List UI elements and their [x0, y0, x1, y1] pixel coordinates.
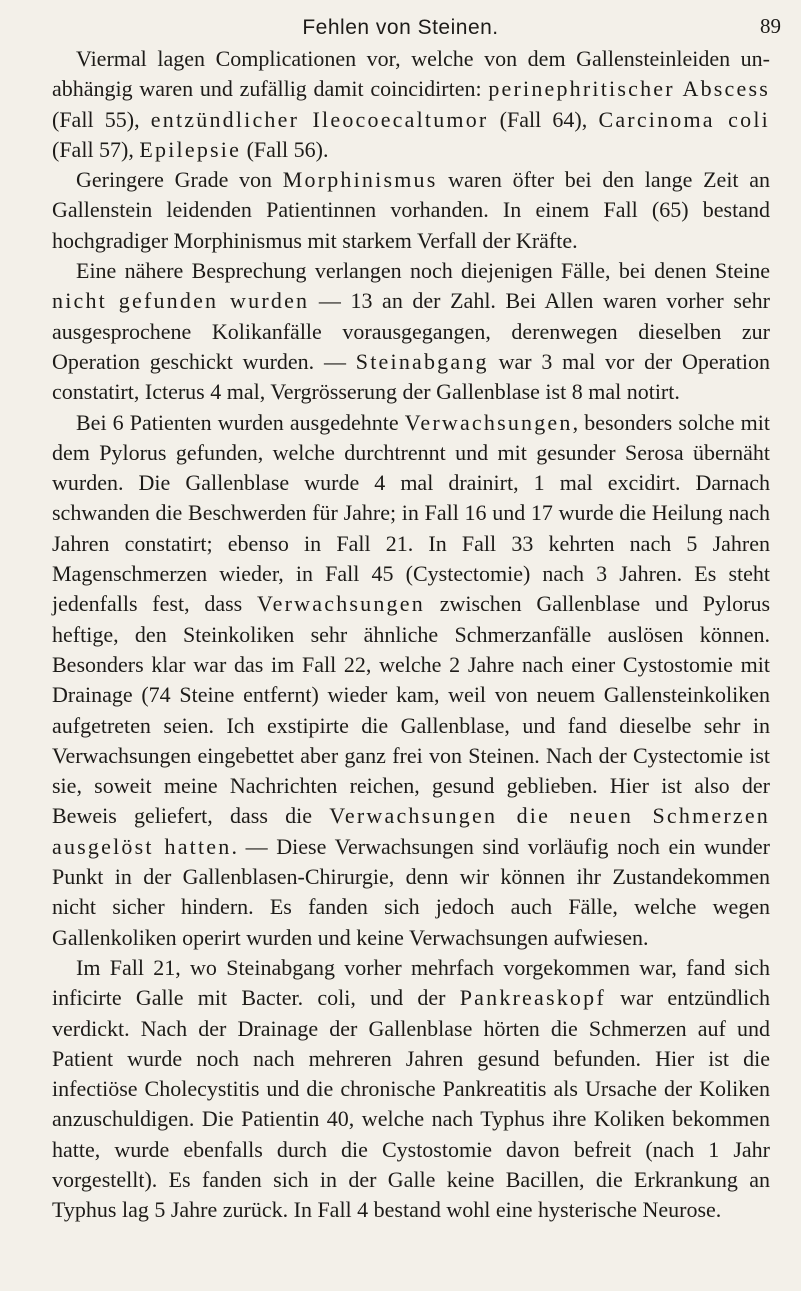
emphasized-text: Verwachsungen	[257, 591, 425, 617]
text-run: war 3 mal vor der Operation constatirt, Icterus 4 mal, Vergrösserung der Gallenblase ist 8 mal notirt.	[52, 348, 771, 405]
paragraph	[52, 165, 770, 256]
text-run: war entzündlich verdickt. Nach der Drainage der Gallenblase hörten die Schmerzen auf und Patient wurde noch nach mehreren Jahren gesund befunden. Hier ist die infectiöse Cholecystitis und die chronische Pankreatitis als Ursache der Koliken anzuschuldigen. Die Patientin 40, welche nach Typhus ihre Koliken bekommen hatte, wurde ebenfalls durch die Cystostomie davon befreit (nach 1 Jahr vorgestellt). Es fanden sich in der Galle keine Bacillen, die Erkrankung an Typhus lag 5 Jahre zurück. In Fall 4 bestand wohl eine hysterische Neurose.	[52, 985, 771, 1223]
emphasized-text: Epilepsie	[139, 136, 242, 162]
text-run: (Fall 56).	[241, 136, 329, 162]
emphasized-text: Verwachsungen	[404, 409, 573, 435]
text-run: zwischen Gallenblase und Pylorus heftige, den Steinkoliken sehr ähnliche Schmerzanfälle auslösen können. Besonders klar war das im Fall 22, welche 2 Jahre nach einer Cystostomie mit Drainage (74 Steine entfernt) wieder kam, weil von neuem Gallensteinkoliken aufgetreten seien. Ich exstipirte die Gallenblase, und fand dieselbe sehr in Verwachsungen eingebettet aber ganz frei von Steinen. Nach der Cystectomie ist sie, soweit meine Nachrichten reichen, gesund geblieben. Hier ist also der Beweis geliefert, dass die	[52, 591, 771, 829]
emphasized-text: Morphinismus	[282, 167, 438, 193]
text-run: Bei 6 Patienten wurden ausgedehnte	[76, 409, 405, 435]
text-run: — 13 an der Zahl. Bei Allen waren vorher sehr ausgesprochene Kolikanfälle vorausgegangen, derenwegen dieselben zur Operation geschickt wurden. —	[52, 288, 770, 374]
body-text	[52, 44, 770, 1226]
page-number: 89	[760, 14, 781, 38]
emphasized-text: Carcinoma coli	[598, 106, 770, 132]
running-head	[0, 10, 801, 40]
text-run: waren öfter bei den lange Zeit an Gallenstein leidenden Patientinnen vorhanden. In einem Fall (65) bestand hochgradiger Morphinismus mit starkem Verfall der Kräfte.	[52, 167, 770, 253]
paragraph	[52, 44, 770, 165]
paragraph	[52, 256, 770, 407]
paragraph	[52, 408, 770, 953]
emphasized-text: Verwachsungen die neuen Schmerzen ausgelöst hatten	[52, 803, 770, 859]
text-run: (Fall 55),	[52, 106, 151, 132]
text-run: (Fall 64),	[488, 106, 599, 132]
emphasized-text: Steinabgang	[355, 348, 489, 374]
text-run: . — Diese Verwachsungen sind vorläufig noch ein wunder Punkt in der Gallenblasen-Chirurgie, denn wir können ihr Zustandekommen nicht sicher hindern. Es fanden sich jedoch auch Fälle, welche wegen Gallenkoliken operirt wurden und keine Verwachsungen aufwiesen.	[52, 833, 770, 950]
emphasized-text: nicht gefunden wurden	[52, 288, 310, 314]
running-title: Fehlen von Steinen.	[302, 16, 499, 39]
text-run: Geringere Grade von	[76, 167, 283, 193]
emphasized-text: Pankreaskopf	[459, 985, 606, 1011]
paragraph	[52, 953, 770, 1226]
text-run: Viermal lagen Complicationen vor, welche von dem Gallensteinleiden unabhängig waren und zufällig damit coincidirten:	[52, 46, 770, 102]
text-run: Im Fall 21, wo Steinabgang vorher mehrfach vorgekommen war, fand sich inficirte Galle mit Bacter. coli, und der	[52, 954, 770, 1011]
emphasized-text: perinephritischer Abscess	[488, 76, 770, 102]
text-run: Eine nähere Besprechung verlangen noch diejenigen Fälle, bei denen Steine	[76, 258, 770, 284]
text-run: (Fall 57),	[52, 136, 140, 162]
emphasized-text: entzündlicher Ileocoecaltumor	[150, 106, 489, 132]
text-run: , besonders solche mit dem Pylorus gefunden, welche durchtrennt und mit gesunder Serosa übernäht wurden. Die Gallenblase wurde 4 mal drainirt, 1 mal excidirt. Darnach schwanden die Beschwerden für Jahre; in Fall 16 und 17 wurde die Heilung nach Jahren constatirt; ebenso in Fall 21. In Fall 33 kehrten nach 5 Jahren Magenschmerzen wieder, in Fall 45 (Cystectomie) nach 3 Jahren. Es steht jedenfalls fest, dass	[52, 409, 770, 617]
